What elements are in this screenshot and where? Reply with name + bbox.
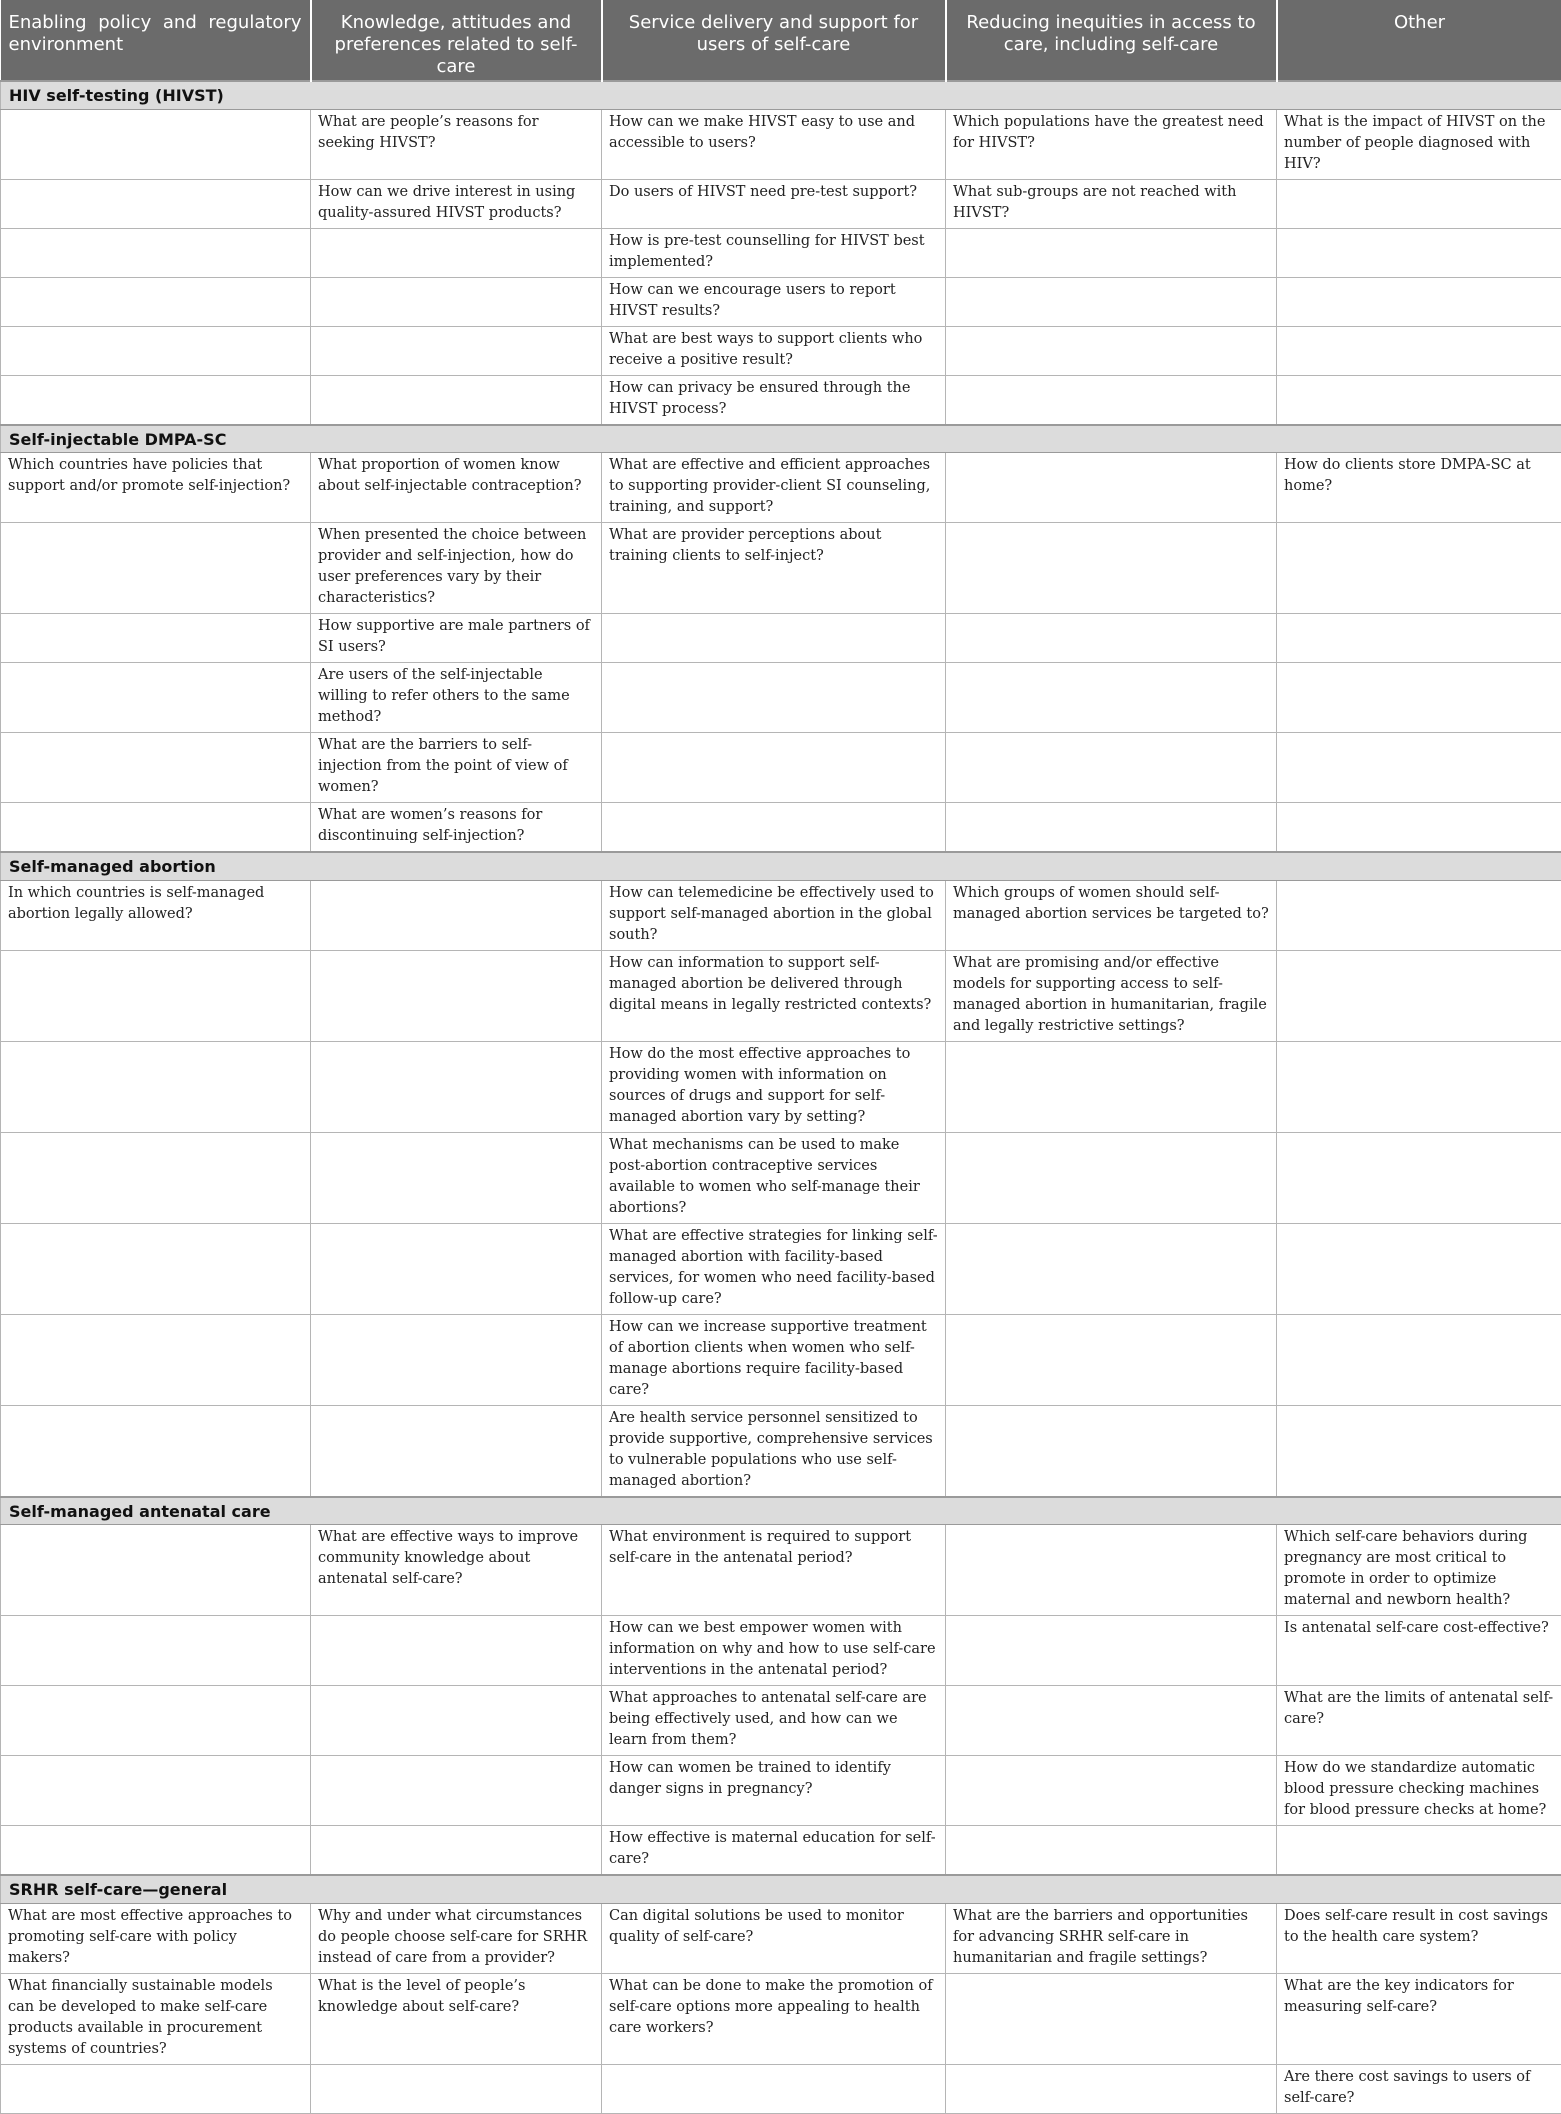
table-cell [1277, 523, 1561, 614]
table-cell [311, 1132, 602, 1223]
table-cell [1, 1314, 311, 1405]
table-cell: In which countries is self-managed abortion legally allowed? [1, 880, 311, 950]
table-row [1, 1903, 1561, 1973]
table-cell [1, 375, 311, 425]
table-cell [1277, 1223, 1561, 1314]
table-row [1, 109, 1561, 179]
table-cell: How can telemedicine be effectively used to support self-managed abortion in the global south? [602, 880, 946, 950]
table-cell [311, 1405, 602, 1497]
table-cell [1, 1686, 311, 1756]
table-cell [1277, 1314, 1561, 1405]
table-row [1, 1686, 1561, 1756]
table-cell: When presented the choice between provider and self-injection, how do user preferences vary by their characteristics? [311, 523, 602, 614]
table-cell [1, 1132, 311, 1223]
table-cell: How effective is maternal education for self-care? [602, 1826, 946, 1876]
table-row [1, 1973, 1561, 2064]
table-cell [1, 179, 311, 228]
table-cell [311, 2064, 602, 2113]
table-row [1, 2064, 1561, 2113]
table-cell [311, 228, 602, 277]
table-cell [946, 277, 1277, 326]
table-cell [1277, 277, 1561, 326]
table-cell [311, 1756, 602, 1826]
table-cell: What proportion of women know about self-injectable contraception? [311, 453, 602, 523]
table-cell [311, 1616, 602, 1686]
table-cell: How can we increase supportive treatment of abortion clients when women who self-manage abortions require facility-based care? [602, 1314, 946, 1405]
table-cell [311, 326, 602, 375]
table-cell [946, 2064, 1277, 2113]
table-cell: How can we best empower women with information on why and how to use self-care interventions in the antenatal period? [602, 1616, 946, 1686]
table-cell: What are people’s reasons for seeking HIVST? [311, 109, 602, 179]
table-cell [1, 1826, 311, 1876]
header-knowledge-attitudes: Knowledge, attitudes and preferences related to self-care [311, 0, 602, 81]
table-cell [1, 1223, 311, 1314]
table-row [1, 1616, 1561, 1686]
table-cell: Which groups of women should self-managed abortion services be targeted to? [946, 880, 1277, 950]
table-cell: How do clients store DMPA-SC at home? [1277, 453, 1561, 523]
table-cell: Do users of HIVST need pre-test support? [602, 179, 946, 228]
table-cell [1277, 663, 1561, 733]
table-cell [1277, 803, 1561, 853]
table-cell: Which populations have the greatest need for HIVST? [946, 109, 1277, 179]
table-cell [311, 1686, 602, 1756]
table-row [1, 1405, 1561, 1497]
table-cell [946, 228, 1277, 277]
table-cell [1277, 614, 1561, 663]
table-cell [602, 803, 946, 853]
table-row [1, 453, 1561, 523]
table-cell [1, 663, 311, 733]
section-header-row [1, 81, 1561, 109]
table-cell: Why and under what circumstances do people choose self-care for SRHR instead of care from a provider? [311, 1903, 602, 1973]
table-cell [946, 1223, 1277, 1314]
table-cell [1277, 1041, 1561, 1132]
table-cell [1277, 1132, 1561, 1223]
table-cell [946, 1756, 1277, 1826]
table-cell [1, 1041, 311, 1132]
table-cell [946, 1973, 1277, 2064]
table-cell [946, 1525, 1277, 1616]
header-row [1, 0, 1561, 81]
table-cell: What are women’s reasons for discontinuing self-injection? [311, 803, 602, 853]
table-cell: How can we drive interest in using quality-assured HIVST products? [311, 179, 602, 228]
table-row [1, 1314, 1561, 1405]
table-cell [946, 375, 1277, 425]
table-row [1, 1223, 1561, 1314]
table-cell [311, 880, 602, 950]
header-reducing-inequities: Reducing inequities in access to care, including self-care [946, 0, 1277, 81]
header-enabling-policy: Enabling policy and regulatory environment [1, 0, 311, 81]
table-cell: What financially sustainable models can be developed to make self-care products available in procurement systems of countries? [1, 1973, 311, 2064]
table-cell [311, 277, 602, 326]
table-cell [946, 1041, 1277, 1132]
table-cell [1, 950, 311, 1041]
table-row [1, 277, 1561, 326]
table-cell: What can be done to make the promotion of self-care options more appealing to health care workers? [602, 1973, 946, 2064]
table-cell [1277, 880, 1561, 950]
table-cell: How can we make HIVST easy to use and accessible to users? [602, 109, 946, 179]
table-cell: What are the barriers to self-injection from the point of view of women? [311, 733, 602, 803]
section-title: SRHR self-care—general [1, 1875, 1561, 1903]
table-cell: How can we encourage users to report HIVST results? [602, 277, 946, 326]
table-row [1, 326, 1561, 375]
header-other: Other [1277, 0, 1561, 81]
table-cell [1, 803, 311, 853]
table-cell: What are effective strategies for linking self-managed abortion with facility-based services, for women who need facility-based follow-up care? [602, 1223, 946, 1314]
table-cell: Are health service personnel sensitized to provide supportive, comprehensive services to vulnerable populations who use self-managed abortion? [602, 1405, 946, 1497]
table-cell: What are promising and/or effective models for supporting access to self-managed abortion in humanitarian, fragile and legally restrictive settings? [946, 950, 1277, 1041]
table-cell [946, 1686, 1277, 1756]
section-title: Self-managed antenatal care [1, 1497, 1561, 1525]
table-cell [946, 663, 1277, 733]
table-cell: What approaches to antenatal self-care are being effectively used, and how can we learn from them? [602, 1686, 946, 1756]
table-cell [1, 109, 311, 179]
section-title: HIV self-testing (HIVST) [1, 81, 1561, 109]
table-cell: What are provider perceptions about training clients to self-inject? [602, 523, 946, 614]
table-cell [602, 663, 946, 733]
section-header-row [1, 1497, 1561, 1525]
table-cell [946, 1132, 1277, 1223]
table-cell: How do the most effective approaches to providing women with information on sources of drugs and support for self-managed abortion vary by setting? [602, 1041, 946, 1132]
table-cell: What mechanisms can be used to make post-abortion contraceptive services available to women who self-manage their abortions? [602, 1132, 946, 1223]
table-cell: What are most effective approaches to promoting self-care with policy makers? [1, 1903, 311, 1973]
table-cell: What are the key indicators for measuring self-care? [1277, 1973, 1561, 2064]
table-cell: What are effective and efficient approaches to supporting provider-client SI counseling, training, and support? [602, 453, 946, 523]
table-cell: Which countries have policies that support and/or promote self-injection? [1, 453, 311, 523]
table-cell: Are users of the self-injectable willing to refer others to the same method? [311, 663, 602, 733]
table-cell [1277, 1405, 1561, 1497]
table-cell [946, 733, 1277, 803]
table-cell: What are the limits of antenatal self-care? [1277, 1686, 1561, 1756]
table-cell: Can digital solutions be used to monitor quality of self-care? [602, 1903, 946, 1973]
table-row [1, 1756, 1561, 1826]
table-cell [1277, 326, 1561, 375]
table-cell [1277, 733, 1561, 803]
table-cell [1, 1756, 311, 1826]
table-cell [311, 1314, 602, 1405]
table-cell [311, 1041, 602, 1132]
table-cell: How can privacy be ensured through the HIVST process? [602, 375, 946, 425]
table-cell: Does self-care result in cost savings to the health care system? [1277, 1903, 1561, 1973]
header-service-delivery: Service delivery and support for users of self-care [602, 0, 946, 81]
table-row [1, 1132, 1561, 1223]
table-cell [946, 1616, 1277, 1686]
table-cell [311, 1223, 602, 1314]
table-cell [1, 228, 311, 277]
table-row [1, 803, 1561, 853]
table-cell: How can information to support self-managed abortion be delivered through digital means in legally restricted contexts? [602, 950, 946, 1041]
table-row [1, 1041, 1561, 1132]
table-row [1, 523, 1561, 614]
table-cell [946, 523, 1277, 614]
table-cell: Are there cost savings to users of self-care? [1277, 2064, 1561, 2113]
table-body [1, 81, 1561, 2113]
table-cell: How supportive are male partners of SI users? [311, 614, 602, 663]
table-cell: What environment is required to support self-care in the antenatal period? [602, 1525, 946, 1616]
table-cell [946, 453, 1277, 523]
table-cell [1, 326, 311, 375]
table-row [1, 1826, 1561, 1876]
table-row [1, 733, 1561, 803]
table-cell: How do we standardize automatic blood pressure checking machines for blood pressure checks at home? [1277, 1756, 1561, 1826]
table-row [1, 179, 1561, 228]
section-header-row [1, 852, 1561, 880]
table-cell [946, 803, 1277, 853]
table-cell: Is antenatal self-care cost-effective? [1277, 1616, 1561, 1686]
table-cell [1, 1525, 311, 1616]
table-cell [311, 1826, 602, 1876]
section-header-row [1, 425, 1561, 453]
table-cell [1277, 1826, 1561, 1876]
table-row [1, 228, 1561, 277]
table-cell: What is the level of people’s knowledge about self-care? [311, 1973, 602, 2064]
table-cell [946, 1405, 1277, 1497]
table-cell [1, 1405, 311, 1497]
table-cell [1277, 950, 1561, 1041]
table-row [1, 614, 1561, 663]
table-cell [946, 614, 1277, 663]
table-cell: How is pre-test counselling for HIVST best implemented? [602, 228, 946, 277]
table-row [1, 1525, 1561, 1616]
table-cell [602, 614, 946, 663]
table-cell: What are effective ways to improve community knowledge about antenatal self-care? [311, 1525, 602, 1616]
table-cell [602, 2064, 946, 2113]
table-cell [1, 523, 311, 614]
table-cell: What are best ways to support clients who receive a positive result? [602, 326, 946, 375]
table-row [1, 663, 1561, 733]
table-cell [1, 614, 311, 663]
table-cell: What is the impact of HIVST on the number of people diagnosed with HIV? [1277, 109, 1561, 179]
table-row [1, 375, 1561, 425]
table-cell: What are the barriers and opportunities for advancing SRHR self-care in humanitarian and fragile settings? [946, 1903, 1277, 1973]
table-cell: How can women be trained to identify danger signs in pregnancy? [602, 1756, 946, 1826]
table-cell [1277, 228, 1561, 277]
table-cell [1, 1616, 311, 1686]
section-title: Self-managed abortion [1, 852, 1561, 880]
table-cell [1, 277, 311, 326]
table-cell [602, 733, 946, 803]
table-cell [946, 1314, 1277, 1405]
table-cell [1277, 375, 1561, 425]
table-cell: Which self-care behaviors during pregnancy are most critical to promote in order to optimize maternal and newborn health? [1277, 1525, 1561, 1616]
table-cell [1, 2064, 311, 2113]
table-row [1, 880, 1561, 950]
table-cell [311, 375, 602, 425]
section-title: Self-injectable DMPA-SC [1, 425, 1561, 453]
table-cell [311, 950, 602, 1041]
table-cell [1277, 179, 1561, 228]
table-cell: What sub-groups are not reached with HIVST? [946, 179, 1277, 228]
table-cell [1, 733, 311, 803]
table-cell [946, 1826, 1277, 1876]
table-row [1, 950, 1561, 1041]
table-cell [946, 326, 1277, 375]
section-header-row [1, 1875, 1561, 1903]
